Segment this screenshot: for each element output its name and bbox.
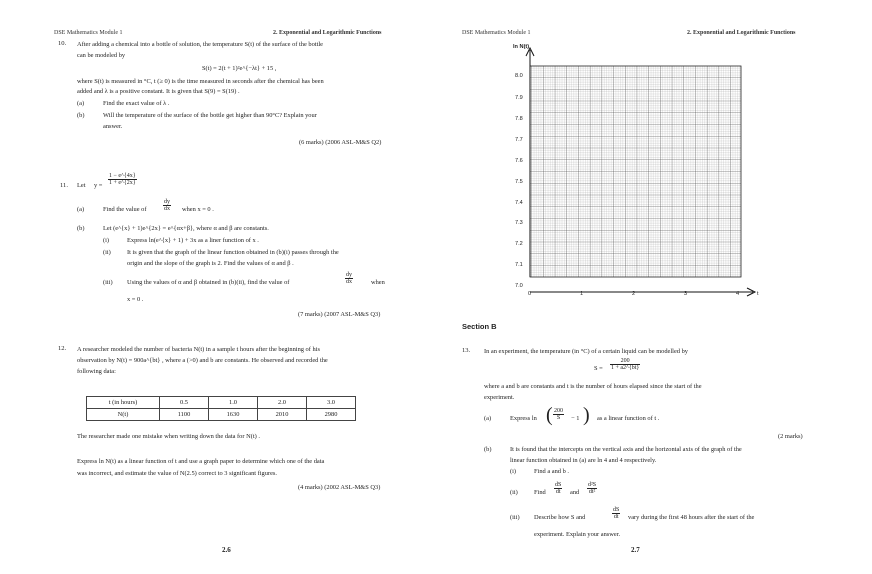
q11-bii-label: (ii) (103, 249, 111, 256)
y-tick: 7.4 (515, 200, 523, 206)
q10-intro: After adding a chemical into a bottle of solution, the temperature S(t) of the surface of the bottle (77, 41, 323, 48)
q13-a-paren-close: ) (583, 404, 590, 426)
q10-intro-2: can be modeled by (77, 52, 126, 59)
grid (530, 66, 741, 277)
q12-data-table (86, 396, 356, 421)
q13-biii-label: (iii) (510, 514, 520, 521)
q13-biii-text-1: Describe how S and (534, 514, 586, 521)
table-row (87, 397, 356, 409)
q10-where-1: where S(t) is measured in °C, t (≥ 0) is the time measured in seconds after the chemical has been (77, 78, 324, 85)
q12-express-1: Express ln N(t) as a linear function of t and use a graph paper to determine which one of the data (77, 458, 325, 465)
q13-a-text-2: − 1 (571, 415, 580, 422)
q12-intro-2: observation by N(t) = 900a^{bt} , where a (>0) and b are constants. He observed and recorded the (77, 357, 328, 364)
q13-a-denominator: S (556, 415, 561, 421)
table-header-t: t (in hours) (87, 397, 160, 409)
q11-bi-label: (i) (103, 237, 110, 244)
q12-intro-3: following data: (77, 368, 116, 375)
left-header-module: DSE Mathematics Module 1 (54, 30, 123, 36)
x-tick: 1 (580, 291, 584, 297)
y-tick: 7.2 (515, 241, 523, 247)
q12-number: 12. (58, 345, 67, 352)
q13-a-numerator: 200 (554, 408, 563, 414)
q13-bii-dt: dt (555, 489, 561, 495)
x-tick: 4 (736, 291, 740, 297)
q13-where-1: where a and b are constants and t is the number of hours elapsed since the start of the (484, 383, 702, 390)
q13-a-text-1: Express ln (510, 415, 537, 422)
y-tick: 7.7 (515, 137, 523, 143)
q11-a-text-2: when x = 0 . (182, 206, 214, 213)
q13-b-text-2: linear function obtained in (a) are ln 4 and 4 respectively. (510, 457, 657, 464)
right-header-chapter: 2. Exponential and Logarithmic Functions (687, 30, 796, 36)
q10-where-2: added and λ is a positive constant. It is given that S(9) = S(19) . (77, 88, 240, 95)
q11-b-text: Let (e^{x} + 1)e^{2x} = e^{αx+β}, where α and β are constants. (103, 225, 269, 232)
q10-marks: (6 marks) (2006 ASL-M&S Q2) (299, 139, 382, 146)
q13-biii-dt: dt (613, 514, 619, 520)
q11-a-text-1: Find the value of (103, 206, 147, 213)
table-cell: 2010 (258, 409, 307, 421)
y-tick: 8.0 (515, 73, 523, 79)
table-cell: 1630 (209, 409, 258, 421)
section-heading: Section B (462, 322, 497, 331)
graph-paper (508, 42, 768, 304)
q13-where-2: experiment. (484, 394, 515, 401)
q11-marks: (7 marks) (2007 ASL-M&S Q3) (298, 311, 381, 318)
q11-a-derivative (163, 199, 171, 212)
q12-marks: (4 marks) (2002 ASL-M&S Q3) (298, 484, 381, 491)
q11-y-numerator: 1 − e^{4x} (109, 173, 136, 179)
y-tick: 7.8 (515, 116, 523, 122)
q11-biii-text-2: when (371, 279, 385, 286)
q13-bi-text: Find a and b . (534, 468, 569, 475)
q12-express-2: was incorrect, and estimate the value of N(2.5) correct to 3 significant figures. (77, 470, 277, 477)
q11-biii-label: (iii) (103, 279, 113, 286)
q13-b-label: (b) (484, 446, 492, 453)
q11-y-denominator: 1 + e^{2x} (109, 180, 136, 186)
q13-bii-derivative-1 (554, 482, 562, 495)
q13-s-fraction (610, 358, 640, 371)
q11-y-fraction (108, 173, 137, 186)
x-tick: 3 (684, 291, 688, 297)
q13-b-text: It is found that the intercepts on the vertical axis and the horizontal axis of the graph of the (510, 446, 742, 453)
q11-biii-text-3: x = 0 . (127, 296, 144, 303)
q11-b-label: (b) (77, 225, 85, 232)
q11-biii-text: Using the values of α and β obtained in (b)(ii), find the value of (127, 279, 290, 286)
q10-number: 10. (58, 40, 67, 47)
q13-biii-text-3: experiment. Explain your answer. (534, 531, 621, 538)
q13-s-denominator: 1 + a2^{bt} (611, 365, 640, 371)
table-cell: 0.5 (160, 397, 209, 409)
q11-a-label: (a) (77, 206, 85, 213)
q13-number: 13. (462, 347, 471, 354)
q12-mistake: The researcher made one mistake when writing down the data for N(t) . (77, 433, 260, 440)
y-tick: 7.3 (515, 220, 523, 226)
q11-biii-dx: dx (346, 279, 352, 285)
q13-bii-d2s: d²S (588, 482, 597, 488)
q13-a-text-3: as a linear function of t . (597, 415, 660, 422)
q11-biii-dy: dy (346, 272, 352, 278)
q13-s-numerator: 200 (610, 358, 640, 365)
q13-biii-derivative (612, 507, 620, 520)
y-tick: 7.9 (515, 95, 523, 101)
q11-a-dy: dy (164, 199, 170, 205)
q11-bii-text: It is given that the graph of the linear function obtained in (b)(i) passes through the (127, 249, 339, 256)
table-cell: 2980 (307, 409, 356, 421)
y-tick: 7.5 (515, 179, 523, 185)
y-tick: 7.1 (515, 262, 523, 268)
y-axis-label: ln N(t) (513, 44, 530, 50)
right-header-module: DSE Mathematics Module 1 (462, 30, 531, 36)
q12-intro: A researcher modeled the number of bacteria N(t) in a sample t hours after the beginning of his (77, 346, 320, 353)
q13-bii-derivative-2 (587, 482, 597, 495)
q13-a-paren: ( (546, 404, 553, 426)
q10-b-text-2: answer. (103, 123, 123, 130)
q10-formula: S(t) = 2(t + 1)²e^{−λt} + 15 , (202, 65, 277, 72)
q11-let: Let (77, 182, 86, 189)
q13-intro: In an experiment, the temperature (in °C) of a certain liquid can be modelled by (484, 348, 688, 355)
right-page-number: 2.7 (631, 546, 640, 554)
x-axis-label: t (757, 291, 759, 297)
left-header-chapter: 2. Exponential and Logarithmic Functions (273, 30, 382, 36)
q13-bii-dt2: dt² (588, 489, 596, 495)
q13-a-label: (a) (484, 415, 492, 422)
q11-bii-text-2: origin and the slope of the graph is 2. Find the values of α and β . (127, 260, 294, 267)
table-header-n: N(t) (87, 409, 160, 421)
q10-b-label: (b) (77, 112, 85, 119)
q13-bii-and: and (570, 489, 580, 496)
q13-bii-label: (ii) (510, 489, 518, 496)
q13-biii-text-2: vary during the first 48 hours after the start of the (628, 514, 755, 521)
table-row (87, 409, 356, 421)
q11-bi-text: Express ln(e^{x} + 1) + 3x as a liner function of x . (127, 237, 259, 244)
q10-a-text: Find the exact value of λ . (103, 100, 170, 107)
left-page-number: 2.6 (222, 546, 231, 554)
y-tick: 7.0 (515, 283, 523, 289)
q13-biii-ds: dS (613, 507, 620, 513)
q10-b-text: Will the temperature of the surface of the bottle get higher than 90°C? Explain your (103, 112, 317, 119)
q13-bii-text-1: Find (534, 489, 546, 496)
q13-bi-label: (i) (510, 468, 517, 475)
q11-biii-derivative (345, 272, 353, 285)
q13-a-marks: (2 marks) (778, 433, 803, 440)
q10-a-label: (a) (77, 100, 85, 107)
q13-s-eq: S = (594, 365, 603, 372)
y-tick: 7.6 (515, 158, 523, 164)
q13-a-fraction (553, 408, 564, 421)
table-cell: 3.0 (307, 397, 356, 409)
q11-number: 11. (60, 182, 68, 189)
q13-bii-ds: dS (555, 482, 562, 488)
q11-y-eq: y = (94, 182, 103, 189)
table-cell: 1.0 (209, 397, 258, 409)
table-cell: 1100 (160, 409, 209, 421)
x-tick: 0 (528, 291, 532, 297)
table-cell: 2.0 (258, 397, 307, 409)
q11-a-dx: dx (164, 206, 170, 212)
x-tick: 2 (632, 291, 636, 297)
